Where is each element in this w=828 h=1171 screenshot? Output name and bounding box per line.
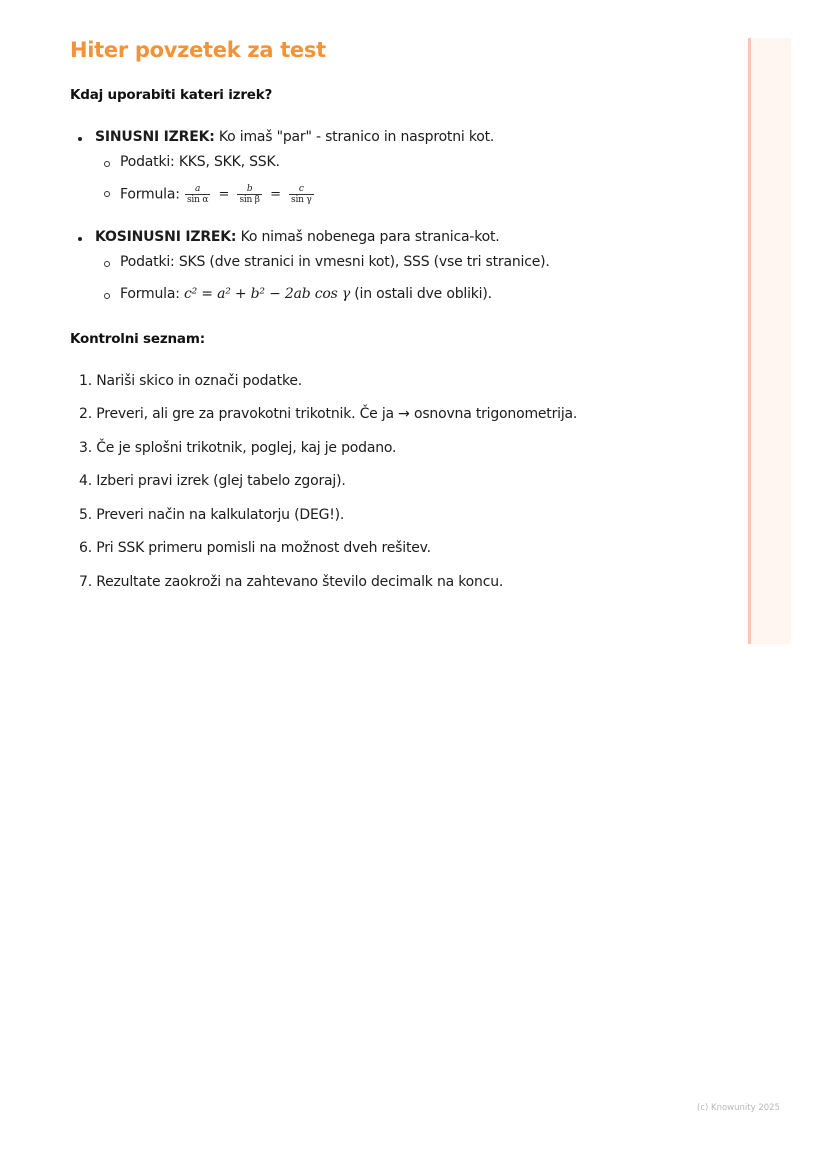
cosine-rule-formula-suffix: (in ostali dve obliki). xyxy=(350,286,492,302)
sine-rule-text: Ko imaš "par" - stranico in nasprotni kot. xyxy=(214,129,495,145)
checklist-item-1: 1. Nariši skico in označi podatke. xyxy=(79,373,303,389)
section-heading-which-theorem: Kdaj uporabiti kateri izrek? xyxy=(70,87,273,103)
cosine-rule-formula xyxy=(78,286,492,302)
cosine-rule-data-text: Podatki: SKS (dve stranici in vmesni kot), SSS (vse tri stranice). xyxy=(120,254,550,270)
sine-rule-label: SINUSNI IZREK: xyxy=(95,129,215,145)
section-heading-checklist: Kontrolni seznam: xyxy=(70,331,205,347)
checklist-item-7: 7. Rezultate zaokroži na zahtevano število decimalk na koncu. xyxy=(79,574,504,590)
cosine-rule-data xyxy=(78,254,550,270)
cosine-rule-label: KOSINUSNI IZREK: xyxy=(95,229,237,245)
fraction-c-over-sin-gamma: $\frac{c}{\text{sin γ}}$ xyxy=(291,184,312,205)
bullet-cosine-rule xyxy=(78,229,500,245)
sine-rule-data xyxy=(78,154,280,170)
page-title: Hiter povzetek za test xyxy=(70,38,326,62)
sine-rule-formula xyxy=(78,184,315,205)
checklist-item-5: 5. Preveri način na kalkulatorju (DEG!). xyxy=(79,507,345,523)
equals-sign: = xyxy=(218,187,230,202)
sine-rule-data-text: Podatki: KKS, SKK, SSK. xyxy=(120,154,280,170)
checklist-item-4: 4. Izberi pravi izrek (glej tabelo zgoraj). xyxy=(79,473,346,489)
cosine-rule-formula-label: Formula: xyxy=(120,286,184,302)
checklist-item-2: 2. Preveri, ali gre za pravokotni trikotnik. Če ja → osnovna trigonometrija. xyxy=(79,406,578,422)
fraction-a-over-sin-alpha: $\frac{a}{\text{sin α}}$ xyxy=(186,184,209,205)
cosine-rule-equation: c² = a² + b² − 2ab cos γ xyxy=(183,286,351,302)
fraction-b-over-sin-beta: $\frac{b}{\text{sin β}}$ xyxy=(239,184,260,205)
cosine-rule-text: Ko nimaš nobenega para stranica-kot. xyxy=(236,229,500,245)
equals-sign: = xyxy=(270,187,281,202)
side-decorative-panel xyxy=(748,38,791,644)
bullet-sine-rule xyxy=(78,129,494,145)
sine-rule-formula-label: Formula: xyxy=(120,186,184,203)
checklist-item-6: 6. Pri SSK primeru pomisli na možnost dveh rešitev. xyxy=(79,540,431,556)
footer-copyright: (c) Knowunity 2025 xyxy=(697,1103,780,1113)
checklist-item-3: 3. Če je splošni trikotnik, poglej, kaj je podano. xyxy=(79,440,397,456)
